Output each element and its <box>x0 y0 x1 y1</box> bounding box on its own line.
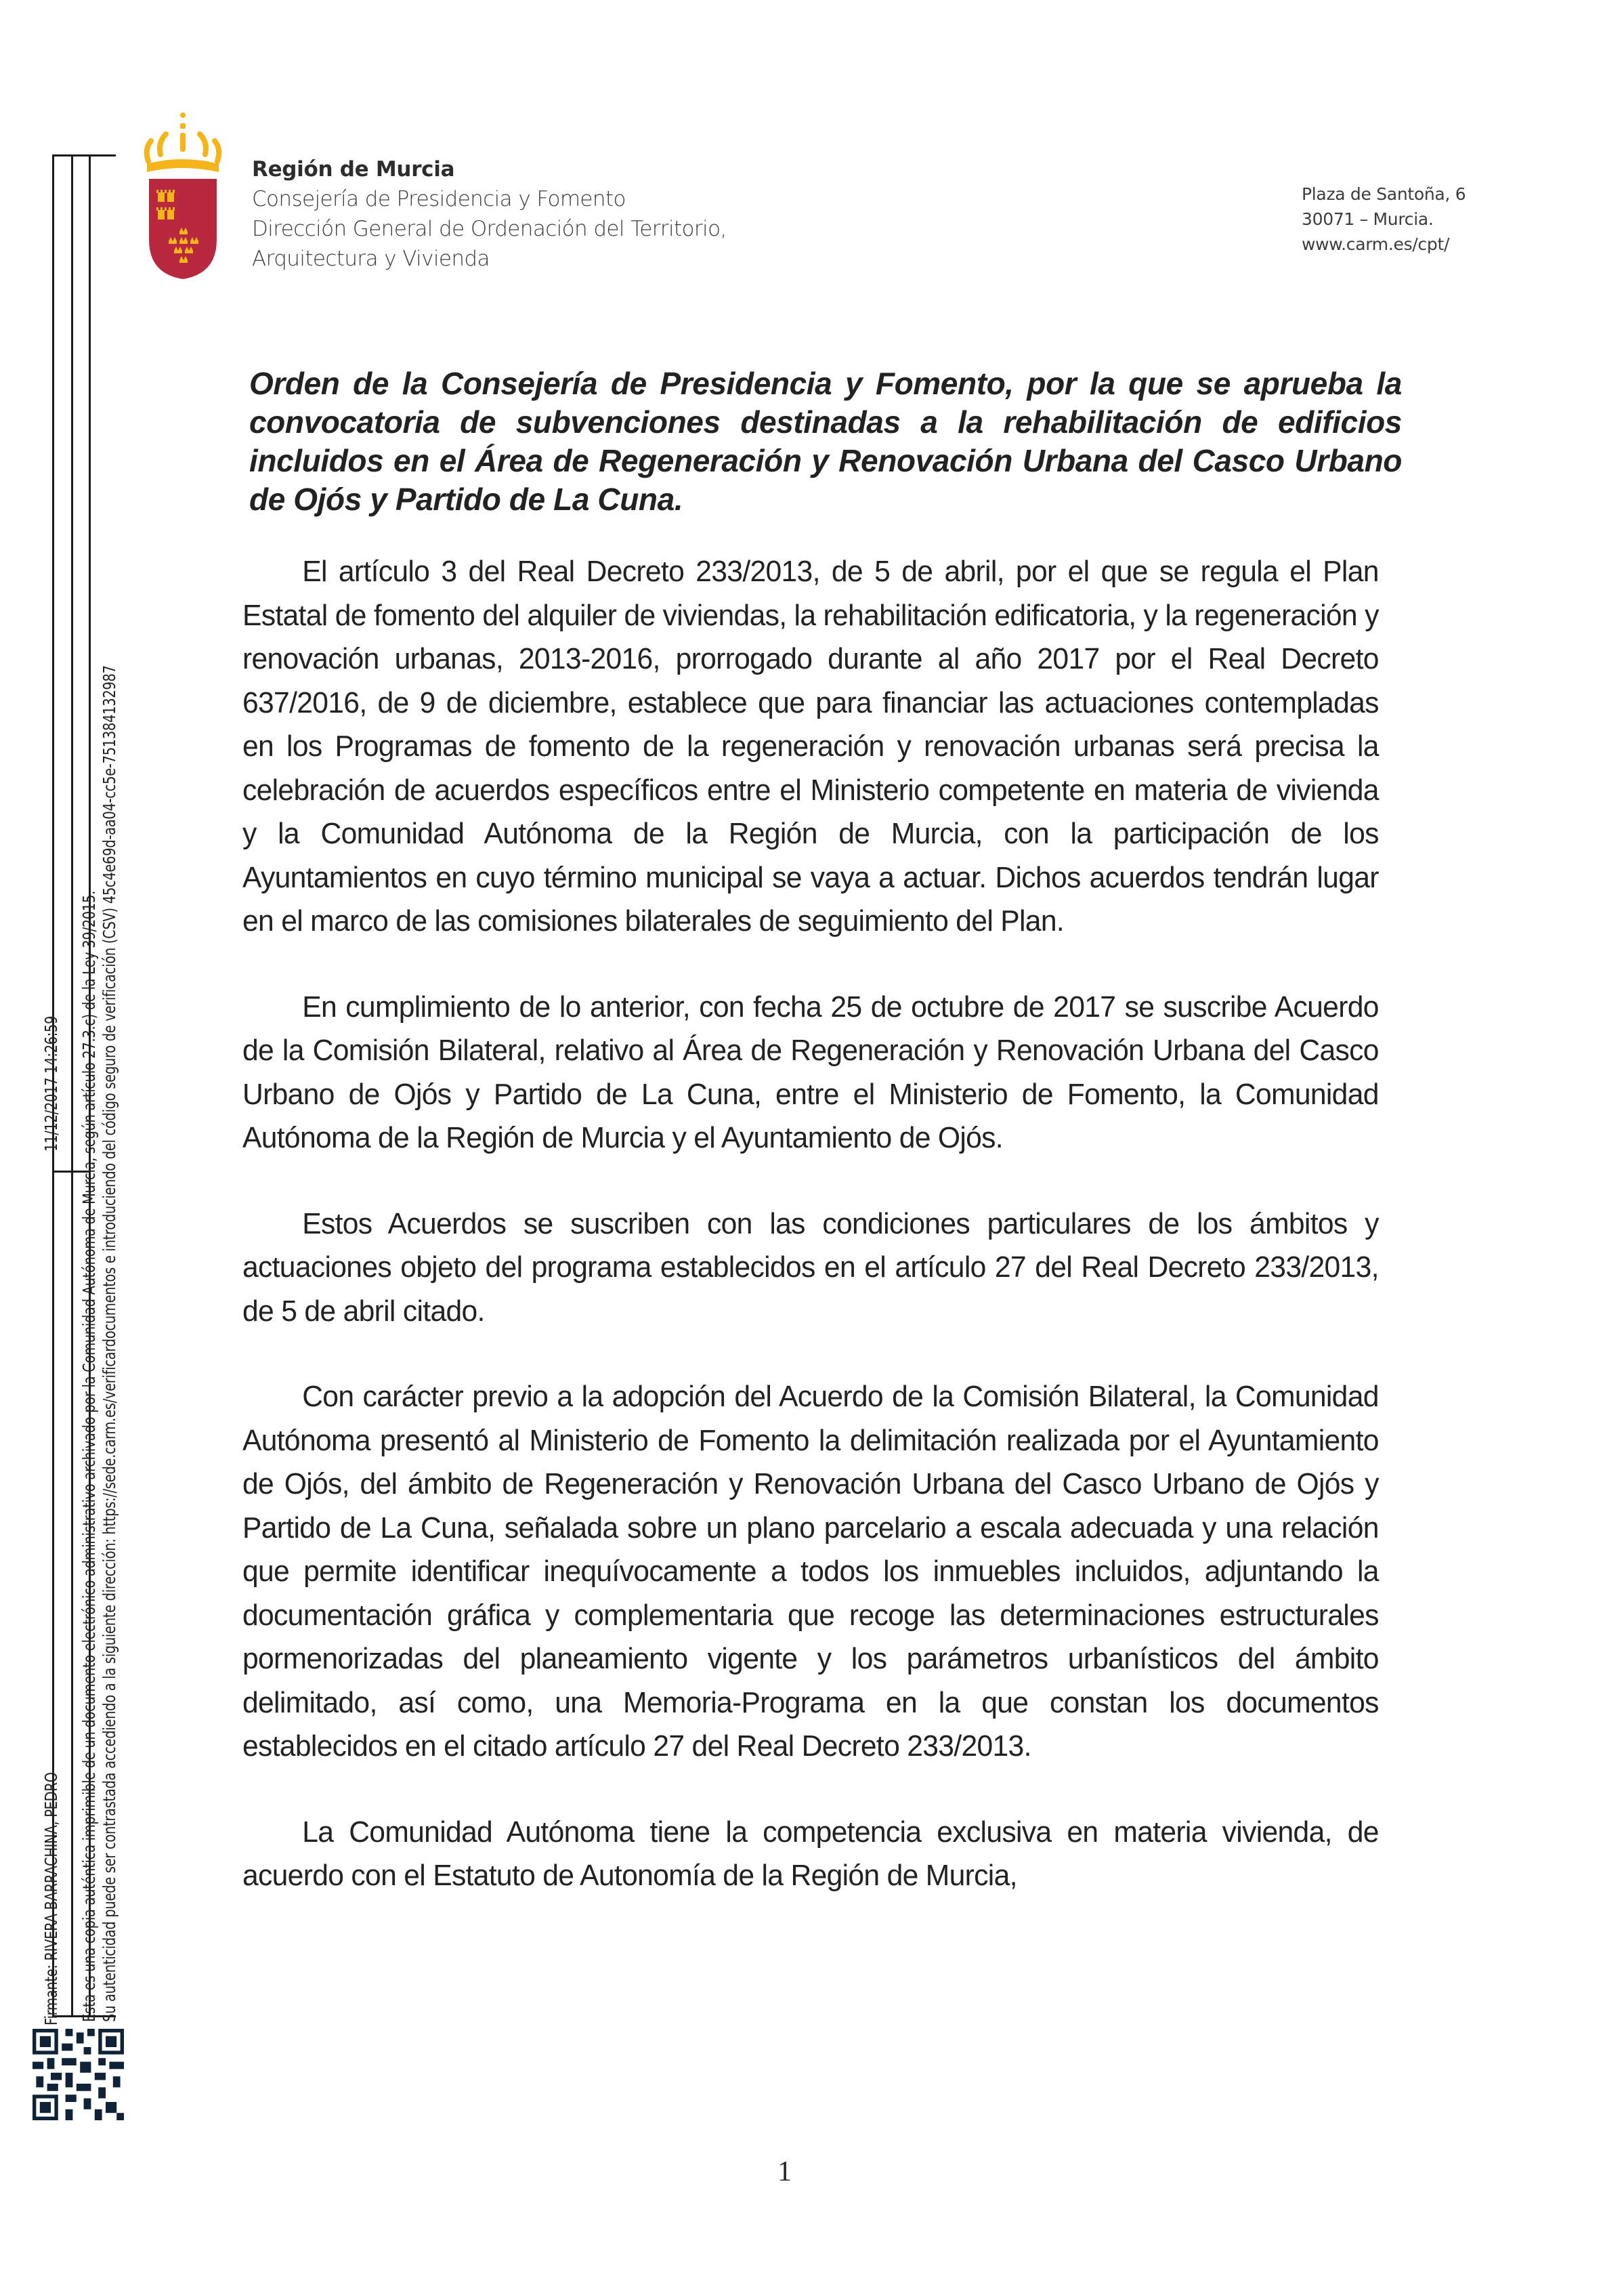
verification-qr-code-icon[interactable] <box>33 2029 124 2120</box>
paragraph: Estos Acuerdos se suscriben con las condiciones particulares de los ámbitos y actuaciones objeto del programa establecidos en el artículo 27 del Real Decreto 233/2013, de 5 de abril citado. <box>242 1207 1379 1328</box>
department-line: Arquitectura y Vivienda <box>252 247 490 271</box>
document-body <box>242 550 1402 1940</box>
signature-timestamp: 11/12/2017 14:26:59 <box>41 1015 61 1152</box>
organization-block <box>252 154 727 274</box>
document-title: Orden de la Consejería de Presidencia y Fomento, por la que se aprueba la convocatoria de subvenciones destinadas a la rehabilitación de edificios incluidos en el Área de Regeneración y Renovación Urbana del Casco Urbano de Ojós y Partido de La Cuna. <box>249 366 1402 517</box>
paragraph: El artículo 3 del Real Decreto 233/2013, de 5 de abril, por el que se regula el Plan Estatal de fomento del alquiler de viviendas, la rehabilitación edificatoria, y la regeneración y renovación urbanas, 2013-2016, prorrogado durante al año 2017 por el Real Decreto 637/2016, de 9 de diciembre, establece que para financiar las actuaciones contempladas en los Programas de fomento de la regeneración y renovación urbanas será precisa la celebración de acuerdos específicos entre el Ministerio competente en materia de vivienda y la Comunidad Autónoma de la Región de Murcia, con la participación de los Ayuntamientos en cuyo término municipal se vaya a actuar. Dichos acuerdos tendrán lugar en el marco de las comisiones bilaterales de seguimiento del Plan. <box>242 555 1379 938</box>
paragraph: La Comunidad Autónoma tiene la competencia exclusiva en materia vivienda, de acuerdo con el Estatuto de Autonomía de la Región de Murcia, <box>242 1815 1379 1892</box>
address-street: Plaza de Santoña, 6 <box>1302 184 1466 204</box>
frame-border <box>52 154 116 156</box>
address-block <box>1302 182 1466 257</box>
verification-notice: Su autenticidad puede ser contrastada accediendo a la siguiente dirección: https://sede.carm.es/verificardocumentos e introduciendo del código seguro de verificación (CSV) 45c4e69d-aa04-cc5e-751384132987 <box>100 665 119 2022</box>
address-city: 30071 – Murcia. <box>1302 209 1434 229</box>
paragraph: En cumplimiento de lo anterior, con fecha 25 de octubre de 2017 se suscribe Acuerdo de la Comisión Bilateral, relativo al Área de Regeneración y Renovación Urbana del Casco Urbano de Ojós y Partido de La Cuna, entre el Ministerio de Fomento, la Comunidad Autónoma de la Región de Murcia y el Ayuntamiento de Ojós. <box>242 990 1379 1154</box>
signer-name: Firmante: RIVERA BARRACHINA, PEDRO <box>41 1772 61 2025</box>
organization-name: Región de Murcia <box>252 157 455 182</box>
address-website: www.carm.es/cpt/ <box>1302 234 1450 254</box>
department-line: Consejería de Presidencia y Fomento <box>252 187 626 211</box>
page-number: 1 <box>777 2156 792 2187</box>
frame-border <box>71 154 73 2017</box>
paragraph: Con carácter previo a la adopción del Acuerdo de la Comisión Bilateral, la Comunidad Autónoma presentó al Ministerio de Fomento la delimitación realizada por el Ayuntamiento de Ojós, del ámbito de Regeneración y Renovación Urbana del Casco Urbano de Ojós y Partido de La Cuna, señalada sobre un plano parcelario a escala adecuada y una relación que permite identificar inequívocamente a todos los inmuebles incluidos, adjuntando la documentación gráfica y complementaria que recoge las determinaciones estructurales pormenorizadas del planeamiento vigente y los parámetros urbanísticos del ámbito delimitado, así como, una Memoria-Programa en la que constan los documentos establecidos en el citado artículo 27 del Real Decreto 233/2013. <box>242 1381 1379 1763</box>
authentic-copy-notice: Esta es una copia auténtica imprimible de un documento electrónico administrativo archivado por la Comunidad Autónoma de Murcia, según artículo 27.3.c) de la Ley 39/2015. <box>79 891 99 2022</box>
department-line: Dirección General de Ordenación del Territorio, <box>252 217 727 241</box>
region-de-murcia-coat-of-arms-icon <box>139 108 227 281</box>
